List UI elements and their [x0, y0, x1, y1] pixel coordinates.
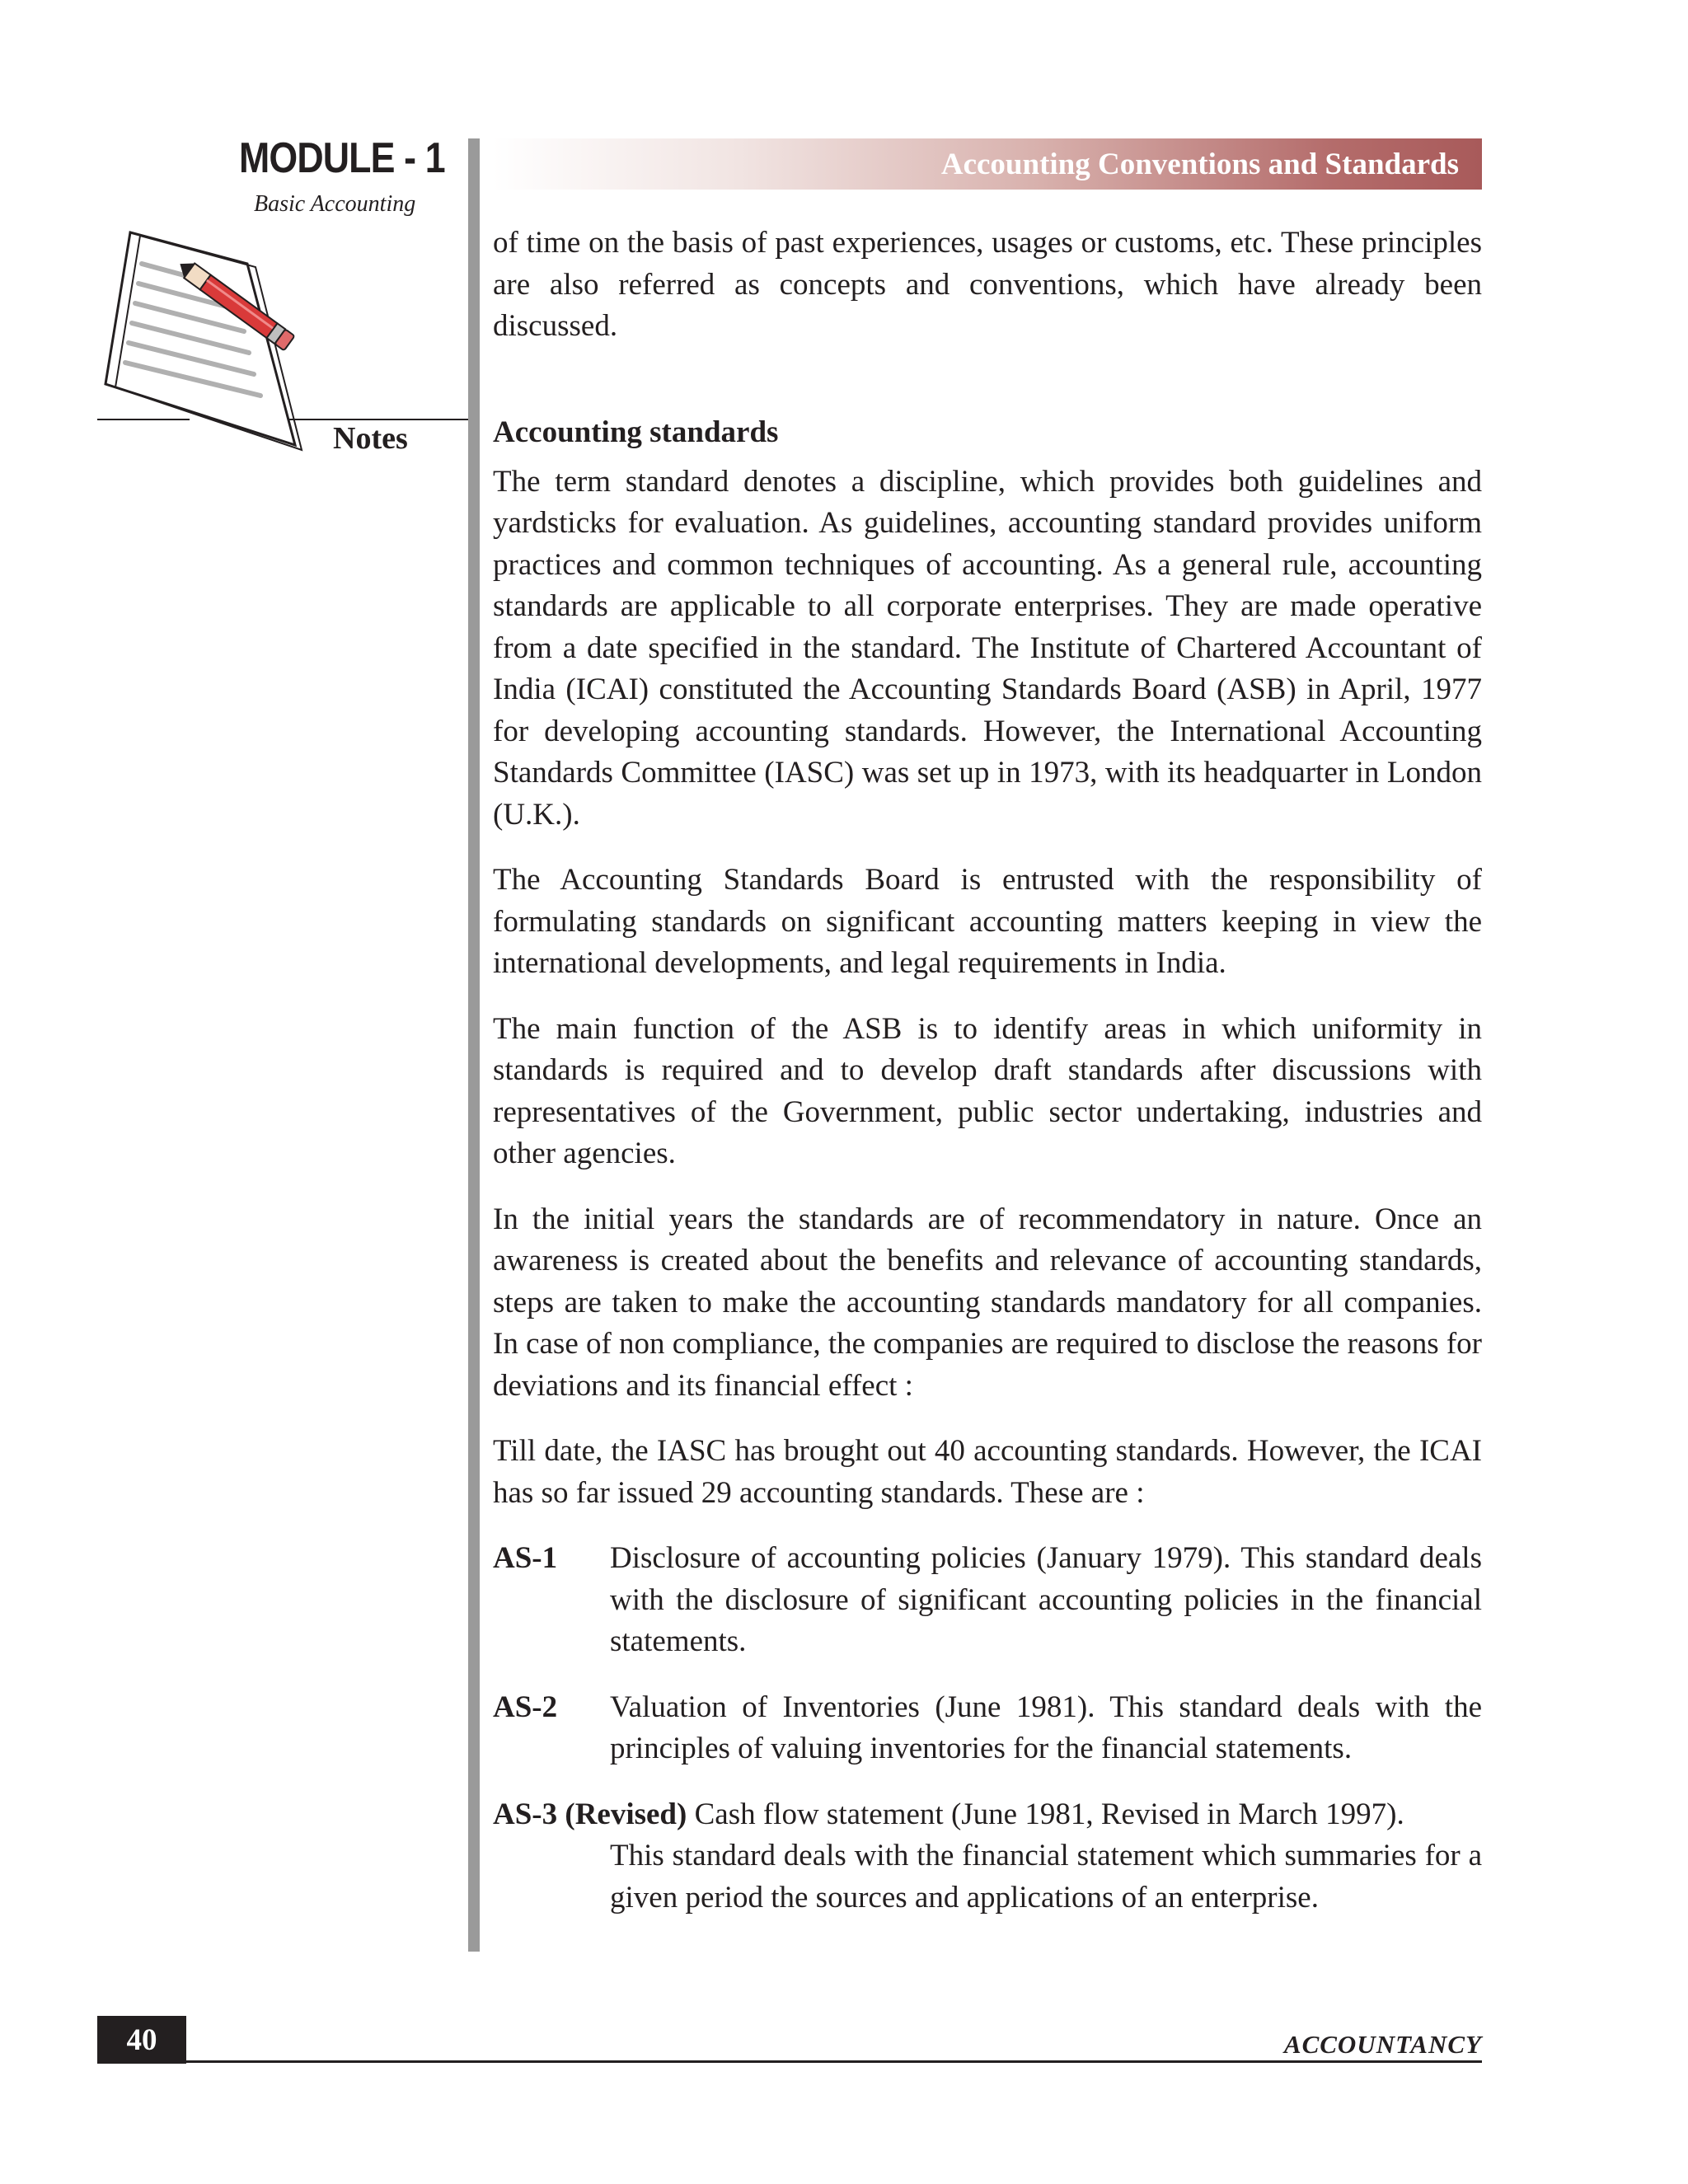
chapter-header	[493, 138, 1482, 190]
standard-text-continuation: This standard deals with the financial statement which summaries for a given period the sources and applications of an enterprise.	[610, 1839, 1482, 1915]
standard-text: Valuation of Inventories (June 1981). This standard deals with the principles of valuing inventories for the financial statements.	[610, 1690, 1482, 1765]
footer-subject: ACCOUNTANCY	[1283, 2030, 1482, 2059]
standard-item-as-1	[493, 1538, 1482, 1663]
standard-code: AS-3 (Revised)	[493, 1797, 687, 1831]
chapter-title: Accounting Conventions and Standards	[940, 148, 1459, 181]
footer-rule	[186, 2060, 1482, 2063]
paragraph: The Accounting Standards Board is entrusted with the responsibility of formulating standards on significant accounting matters keeping in view the international developments, and legal requirements in India.	[493, 863, 1482, 980]
standard-text: Cash flow statement (June 1981, Revised in March 1997).	[694, 1797, 1404, 1831]
paragraph: The main function of the ASB is to identify areas in which uniformity in standards is required and to develop draft standards after discussions with representatives of the Government, public sector undertaking, industries and other agencies.	[493, 1011, 1482, 1170]
main-content	[493, 223, 1482, 1943]
notepad-pencil-icon	[99, 223, 363, 470]
paragraph: In the initial years the standards are of recommendatory in nature. Once an awareness is created about the benefits and relevance of accounting standards, steps are taken to make the accounting standards mandatory for all companies. In case of non compliance, the companies are required to disclose the reasons for deviations and its financial effect :	[493, 1202, 1482, 1403]
notes-rule	[97, 419, 190, 420]
paragraph: Till date, the IASC has brought out 40 accounting standards. However, the ICAI has so far issued 29 accounting standards. These are :	[493, 1434, 1482, 1510]
module-title: MODULE - 1	[239, 134, 445, 182]
intro-paragraph: of time on the basis of past experiences, usages or customs, etc. These principles are also referred as concepts and conventions, which have already been discussed.	[493, 226, 1482, 343]
notes-label: Notes	[333, 421, 408, 456]
page-number: 40	[97, 2016, 186, 2064]
standard-text: Disclosure of accounting policies (January 1979). This standard deals with the disclosure of significant accounting policies in the financial statements.	[610, 1541, 1482, 1658]
section-heading: Accounting standards	[493, 415, 779, 449]
standard-item-as-2	[493, 1687, 1482, 1770]
standard-item-as-3	[493, 1794, 1482, 1919]
module-subtitle: Basic Accounting	[254, 191, 416, 217]
paragraph: The term standard denotes a discipline, which provides both guidelines and yardsticks for evaluation. As guidelines, accounting standard provides uniform practices and common techniques of accounting. As a general rule, accounting standards are applicable to all corporate enterprises. They are made operative from a date specified in the standard. The Institute of Chartered Accountant of India (ICAI) constituted the Accounting Standards Board (ASB) in April, 1977 for developing accounting standards. However, the International Accounting Standards Committee (IASC) was set up in 1973, with its headquarter in London (U.K.).	[493, 464, 1482, 832]
margin-divider	[468, 138, 480, 1952]
standard-code: AS-2	[493, 1690, 558, 1724]
standard-code: AS-1	[493, 1541, 558, 1575]
